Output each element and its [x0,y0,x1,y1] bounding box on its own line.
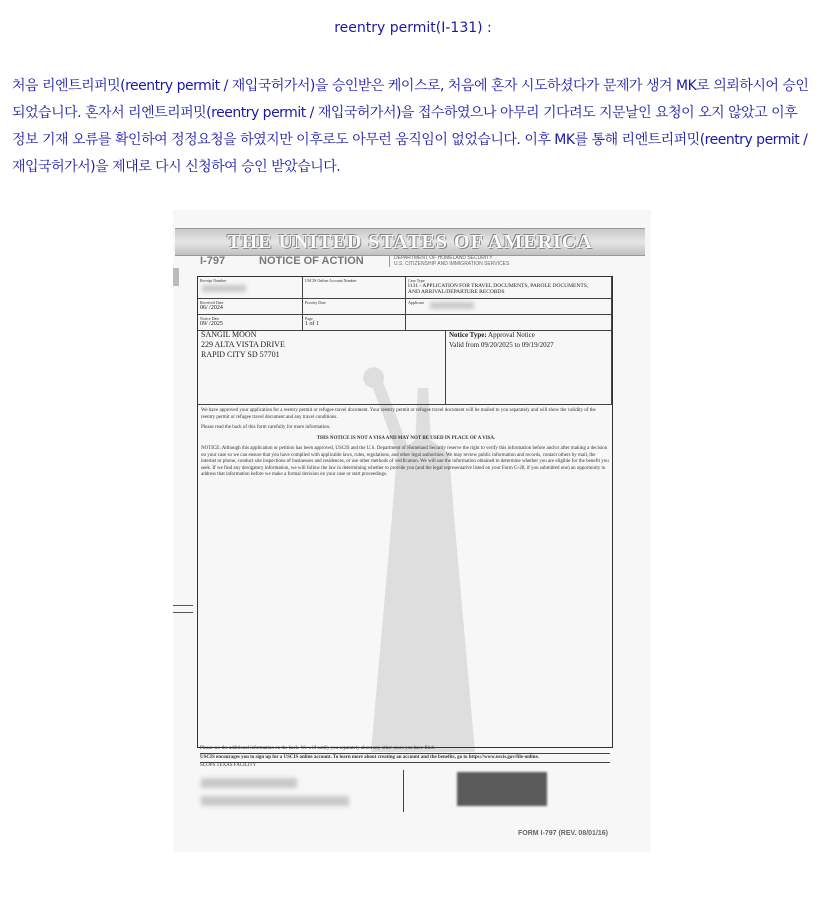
page-value: 1 of 1 [305,321,319,327]
form-number: I-797 [200,255,226,267]
received-date-cell [198,299,303,315]
online-account-label: USCIS Online Account Number [305,278,357,283]
receipt-number-label: Receipt Number [200,278,227,283]
valid-dates: Valid from 09/20/2025 to 09/19/2027 [449,341,554,349]
redacted-facility-address-2 [201,796,349,806]
notice-type-block [449,330,554,350]
agency-line-2: U.S. CITIZENSHIP AND IMMIGRATION SERVICES [394,261,510,267]
applicant-cell [406,299,612,315]
scan-mark [173,268,179,286]
priority-date-cell [303,299,406,315]
approved-text: We have approved your application for a reentry permit or refugee travel document. Your reentry permit or refugee travel document will be mailed to you separately and will show the validity of the reentry permit or refugee travel document and any travel conditions. [201,408,596,420]
read-back-text: Please read the back of this form carefully for more information. [201,425,331,430]
receipt-number-cell [198,277,303,299]
notice-body [201,408,611,483]
not-visa-text: THIS NOTICE IS NOT A VISA AND MAY NOT BE USED IN PLACE OF A VISA. [316,435,496,441]
additional-info-text: Please see the additional information on the back. We will notify you separately about any other cases you have filed. [200,746,610,754]
notice-date-cell [198,315,303,331]
redacted-facility-address [201,778,297,788]
redacted-receipt [202,285,246,292]
address-line-2: RAPID CITY SD 57701 [201,350,280,359]
facility-text: SCOPS TEXAS FACILITY [200,763,257,768]
recipient-name: SANGIL MOON [201,330,257,339]
agency-line-1: DEPARTMENT OF HOMELAND SECURITY [394,255,493,261]
applicant-label: Applicant [408,300,424,305]
address-line-1: 229 ALTA VISTA DRIVE [201,340,285,349]
footer-divider [403,770,404,812]
page-cell [303,315,406,331]
description-paragraph: 처음 리엔트리퍼밋(reentry permit / 재입국허가서)을 승인받은 케이스로, 처음에 혼자 시도하셨다가 문제가 생겨 MK로 의뢰하시어 승인 되었습니다. 혼자서 리엔트리퍼밋(reentry permit / 재입국허가서)을 접수하였으나 아무리 기다려도 지문날인 요청이 오지 않았고 이후 정보 기재 오류를 확인하여 정정요청을 하였지만 이후로도 아무런 움직임이 없었습니다. 이후 MK를 통해 리엔트리퍼밋(reentry permit / 재입국허가서)을 제대로 다시 신청하여 승인 받았습니다. [12,78,809,175]
form-title: NOTICE OF ACTION [259,255,364,267]
notice-type-label: Notice Type: [449,331,487,339]
redacted-barcode [457,772,547,806]
online-account-cell [303,277,406,299]
agency-block [389,255,509,267]
page-label: Page [305,316,313,321]
case-type-cell [406,277,612,299]
case-type-label: Case Type [408,278,425,283]
priority-date-label: Priority Date [305,300,326,305]
mailing-address [201,330,285,360]
received-date-label: Received Date [200,300,224,305]
empty-cell [406,315,612,331]
case-type-value: I131 - APPLICATION FOR TRAVEL DOCUMENTS, PAROLE DOCUMENTS, AND ARRIVAL/DEPARTURE RECORDS [408,283,589,295]
i797-notice-image [173,210,651,852]
notice-date-label: Notice Date [200,316,220,321]
scan-line-2 [173,612,193,613]
notice-date-value: 09/ /2025 [200,321,223,327]
online-account-text: USCIS encourages you to sign up for a USCIS online account. To learn more about creating an account and the benefits, go to https://www.uscis.gov/file-online. [200,754,610,763]
document-banner: THE UNITED STATES OF AMERICA [175,228,645,256]
redacted-applicant [430,302,474,309]
received-date-value: 06/ /2024 [200,305,223,311]
notice-type-value: Approval Notice [488,331,535,339]
form-footer: FORM I-797 (REV. 08/01/16) [518,830,609,837]
scan-line-1 [173,605,193,606]
bottom-info [200,746,610,769]
page-heading: reentry permit(I-131) : [334,20,492,36]
notice-paragraph: NOTICE: Although this application or petition has been approved, USCIS and the U.S. Department of Homeland Security reserve the right to verify this information before and/or after making a decision on your case so we can ensure that you have complied with applicable laws, rules, regulations, and other legal authorities. We may review public information and records, contact others by mail, the internet or phone, conduct site inspections of businesses and residences, or use other methods of verification. We will use the information obtained to determine whether you are eligible for the benefit you seek. If we find any derogatory information, we will follow the law in determining whether to provide you (and the legal representative listed on your Form G-28, if you submitted one) an opportunity to address that information before we make a formal decision on your case or start proceedings. [201,446,609,477]
